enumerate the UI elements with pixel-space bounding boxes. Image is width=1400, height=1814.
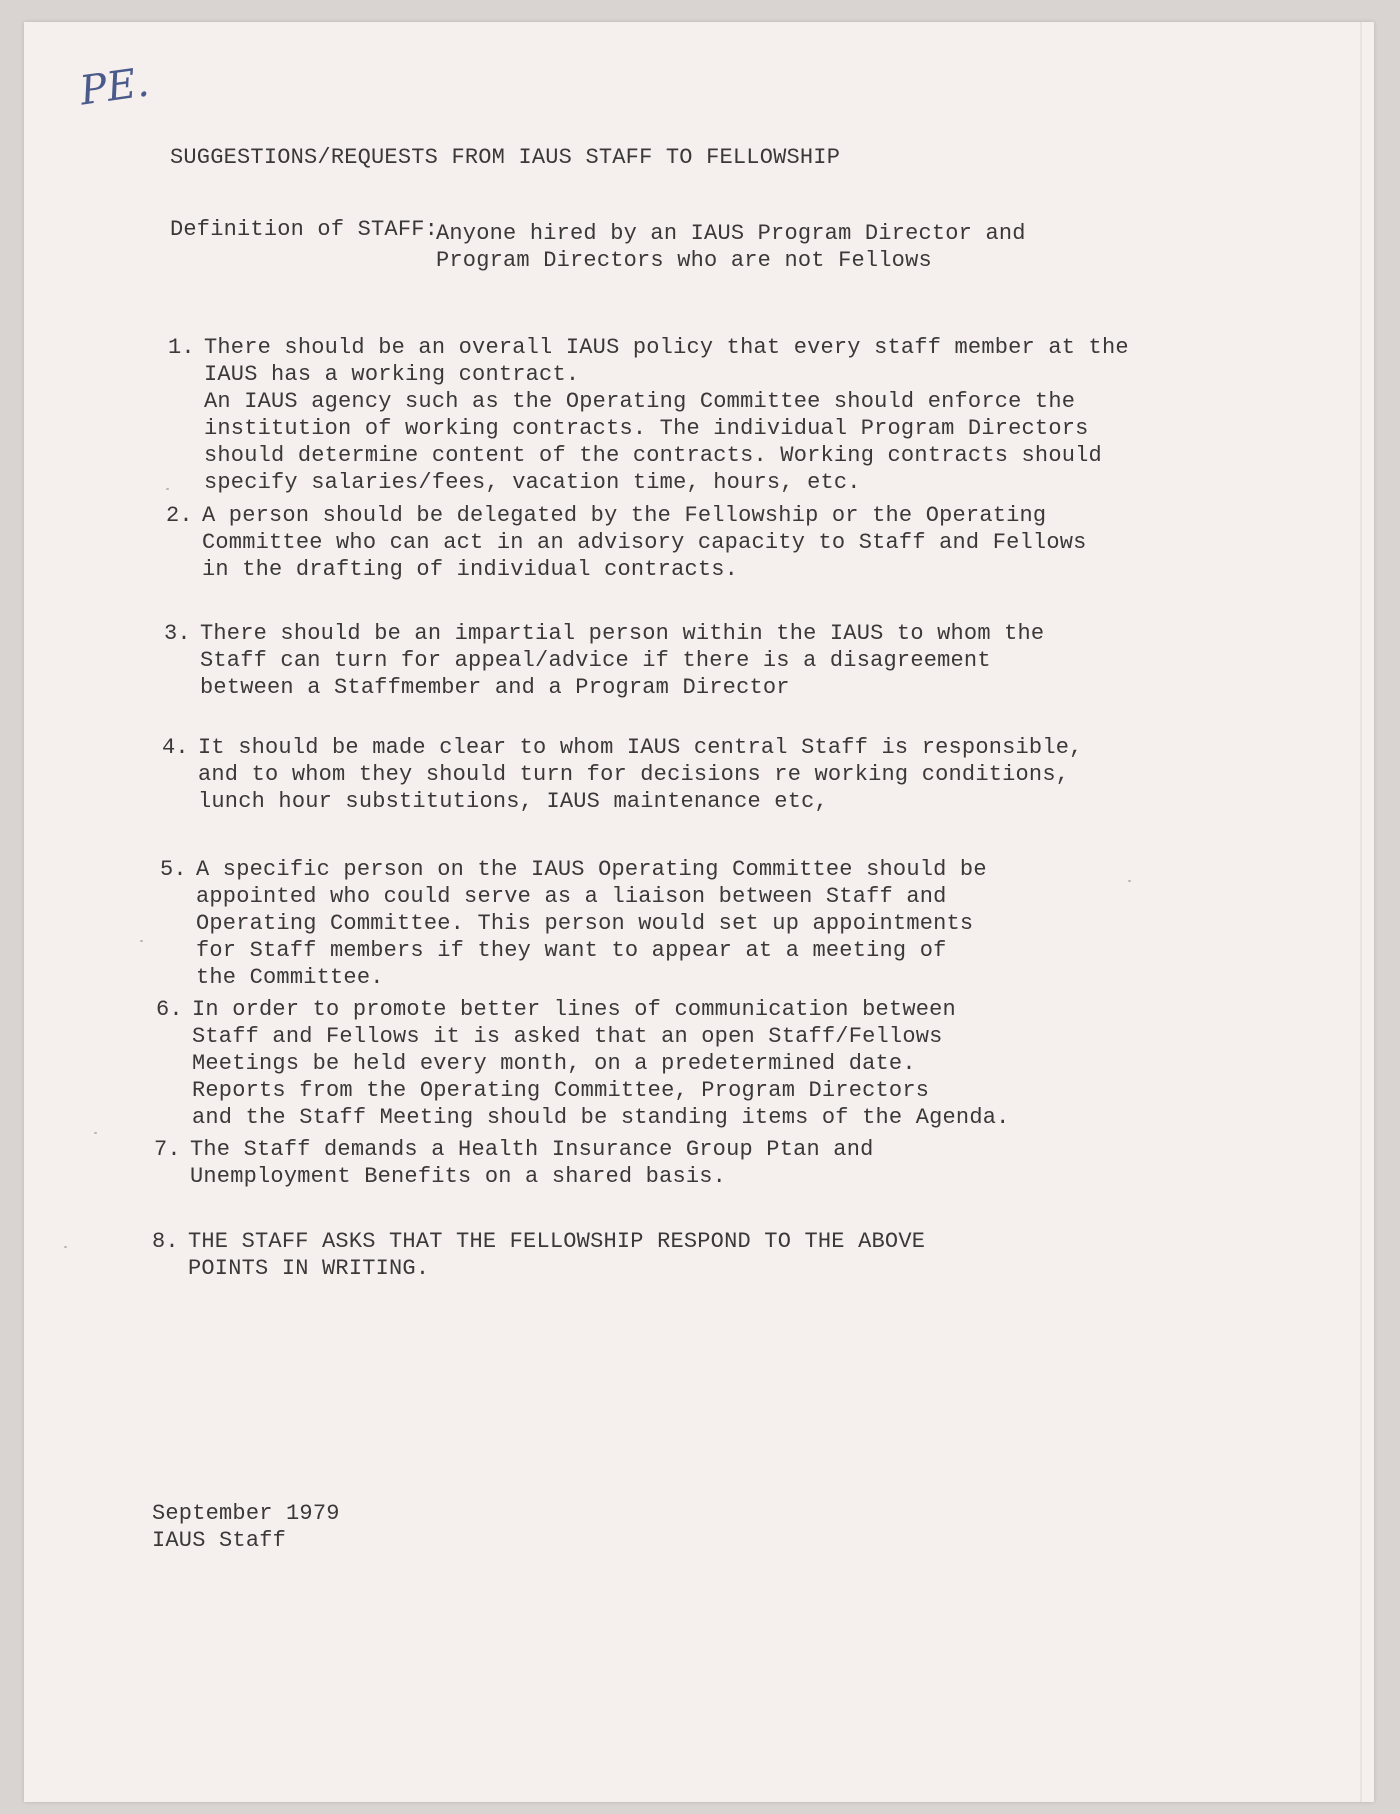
- item-line: In order to promote better lines of communication between: [192, 997, 956, 1022]
- definition-line: Anyone hired by an IAUS Program Director and: [436, 221, 1026, 246]
- item-line: and to whom they should turn for decisions re working conditions,: [198, 762, 1070, 787]
- item-line: THE STAFF ASKS THAT THE FELLOWSHIP RESPOND TO THE ABOVE: [188, 1229, 926, 1254]
- item-line: POINTS IN WRITING.: [188, 1256, 430, 1281]
- item-line: Operating Committee. This person would set up appointments: [196, 911, 974, 936]
- paper-speck: [94, 1132, 97, 1134]
- document-page: [24, 22, 1374, 1802]
- item-line: the Committee.: [196, 965, 384, 990]
- paper-speck: [140, 940, 143, 942]
- item-line: Staff can turn for appeal/advice if there is a disagreement: [200, 648, 991, 673]
- item-line: There should be an overall IAUS policy that every staff member at the: [204, 335, 1129, 360]
- definition-line: Program Directors who are not Fellows: [436, 248, 932, 273]
- item-number: 7.: [154, 1137, 181, 1162]
- item-line: A specific person on the IAUS Operating Committee should be: [196, 857, 987, 882]
- item-body: [196, 856, 987, 991]
- item-number: 2.: [166, 503, 193, 528]
- item-line: It should be made clear to whom IAUS central Staff is responsible,: [198, 735, 1083, 760]
- item-line: in the drafting of individual contracts.: [202, 557, 739, 582]
- item-number: 1.: [168, 335, 195, 360]
- signature-date: September 1979: [152, 1501, 340, 1526]
- item-line: specify salaries/fees, vacation time, hours, etc.: [204, 470, 861, 495]
- item-line: for Staff members if they want to appear at a meeting of: [196, 938, 947, 963]
- item-body: [200, 620, 1044, 701]
- item-line: Committee who can act in an advisory capacity to Staff and Fellows: [202, 530, 1087, 555]
- item-line: An IAUS agency such as the Operating Committee should enforce the: [204, 389, 1076, 414]
- item-body: [188, 1228, 925, 1282]
- item-number: 3.: [164, 621, 191, 646]
- paper-speck: [166, 488, 169, 490]
- item-number: 8.: [152, 1229, 179, 1254]
- definition-text: [436, 220, 1026, 274]
- item-line: between a Staffmember and a Program Director: [200, 675, 790, 700]
- item-line: institution of working contracts. The individual Program Directors: [204, 416, 1089, 441]
- item-line: Reports from the Operating Committee, Program Directors: [192, 1078, 930, 1103]
- item-number: 6.: [156, 997, 183, 1022]
- item-number: 4.: [162, 735, 189, 760]
- signature-author: IAUS Staff: [152, 1528, 287, 1553]
- item-line: IAUS has a working contract.: [204, 362, 580, 387]
- item-line: There should be an impartial person within the IAUS to whom the: [200, 621, 1045, 646]
- handwritten-initials: PE.: [77, 59, 152, 115]
- item-line: should determine content of the contracts. Working contracts should: [204, 443, 1102, 468]
- item-line: lunch hour substitutions, IAUS maintenance etc,: [198, 789, 828, 814]
- item-body: [190, 1136, 874, 1190]
- item-body: [192, 996, 1010, 1131]
- signature-block: [152, 1500, 340, 1554]
- item-line: appointed who could serve as a liaison between Staff and: [196, 884, 947, 909]
- definition-label: Definition of STAFF:: [170, 217, 439, 242]
- item-line: and the Staff Meeting should be standing items of the Agenda.: [192, 1105, 1010, 1130]
- item-line: Unemployment Benefits on a shared basis.: [190, 1164, 727, 1189]
- item-line: Staff and Fellows it is asked that an open Staff/Fellows: [192, 1024, 943, 1049]
- paper-speck: [1128, 880, 1131, 882]
- item-body: [204, 334, 1129, 496]
- item-line: The Staff demands a Health Insurance Group Ptan and: [190, 1137, 874, 1162]
- item-line: Meetings be held every month, on a predetermined date.: [192, 1051, 916, 1076]
- item-body: [202, 502, 1087, 583]
- item-number: 5.: [160, 857, 187, 882]
- item-line: A person should be delegated by the Fellowship or the Operating: [202, 503, 1047, 528]
- paper-speck: [64, 1246, 67, 1248]
- document-title: SUGGESTIONS/REQUESTS FROM IAUS STAFF TO FELLOWSHIP: [170, 145, 841, 170]
- item-body: [198, 734, 1083, 815]
- page-edge: [1360, 22, 1362, 1802]
